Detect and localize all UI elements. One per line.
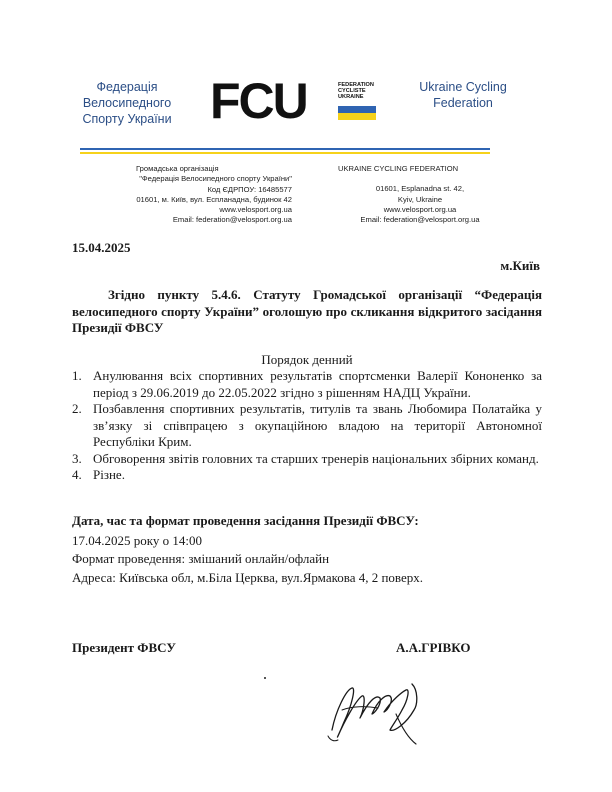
logo-caption-line: UKRAINE [338, 94, 364, 101]
fcu-logo-caption [338, 82, 374, 101]
agenda-title: Порядок денний [261, 352, 353, 367]
agenda-item-number: 1. [72, 368, 82, 383]
federation-name-en-line: Ukraine Cycling [419, 80, 507, 94]
address-line: www.velosport.org.ua [219, 205, 292, 215]
address-line: Email: federation@velosport.org.ua [172, 215, 292, 225]
agenda-item [72, 467, 542, 484]
agenda-item [72, 401, 542, 451]
document-date: 15.04.2025 [72, 240, 131, 255]
meeting-format: Формат проведення: змішаний онлайн/офлайн [72, 551, 330, 566]
address-line: Громадська організація [136, 164, 219, 173]
handwritten-signature [322, 670, 432, 750]
agenda-item-text: Обговорення звітів головних та старших тренерів національних збірних команд. [93, 450, 539, 466]
federation-name-ua [72, 79, 182, 127]
signature-title: Президент ФВСУ [72, 640, 176, 655]
address-block-ua [92, 164, 292, 226]
logo-caption-line: CYCLISTE [338, 88, 366, 95]
header-band-yellow [80, 152, 490, 154]
logo-caption-line: FEDERATION [338, 82, 374, 88]
signature-name: А.А.ГРІВКО [396, 640, 471, 655]
flag-yellow-stripe [338, 113, 376, 120]
stray-mark [264, 677, 266, 679]
agenda-list [72, 368, 542, 484]
address-line: 01601, м. Київ, вул. Еспланадна, будинок 42 [136, 194, 292, 204]
address-line: Email: federation@velosport.org.ua [360, 215, 480, 225]
agenda-item-text: Анулювання всіх спортивних результатів спортсменки Валерії Кононенко за період з 29.06.2019 до 22.05.2022 згідно з рішенням НАДЦ України. [93, 368, 542, 400]
header-band-blue [80, 148, 490, 150]
meeting-address: Адреса: Київська обл, м.Біла Церква, вул.Ярмакова 4, 2 поверх. [72, 569, 424, 585]
address-block-en [330, 164, 510, 225]
intro-paragraph: Згідно пункту 5.4.6. Статуту Громадської організації “Федерація велосипедного спорту України” оголошую про скликання відкритого засідання Президії ФВСУ [72, 287, 542, 335]
address-line: UKRAINE CYCLING FEDERATION [338, 164, 459, 173]
fcu-logo-text: FCU [210, 73, 307, 129]
address-line: "Федерація Велосипедного спорту України" [139, 174, 292, 184]
document-city: м.Київ [500, 258, 540, 273]
federation-name-en-line: Federation [433, 96, 493, 110]
agenda-item-number: 3. [72, 450, 82, 466]
fcu-logo [210, 74, 410, 130]
federation-name-ua-line: Велосипедного [82, 96, 172, 110]
agenda-item-text: Різне. [93, 467, 125, 482]
federation-name-en [408, 79, 518, 111]
meeting-details [72, 513, 552, 586]
agenda-item-number: 2. [72, 401, 82, 416]
agenda-item-number: 4. [72, 467, 82, 482]
meeting-datetime: 17.04.2025 року о 14:00 [72, 532, 202, 548]
agenda-item [72, 368, 542, 401]
meeting-heading: Дата, час та формат проведення засідання Президії ФВСУ: [72, 513, 419, 528]
agenda-item-text: Позбавлення спортивних результатів, титулів та звань Любомира Полатайка у зв’язку зі співпрацею з окупаційною владою на території Автономної Республіки Крим. [93, 401, 542, 449]
flag-blue-stripe [338, 106, 376, 113]
address-line: www.velosport.org.ua [383, 204, 457, 214]
federation-name-ua-line: Федерація [96, 80, 158, 94]
agenda-item [72, 451, 542, 468]
address-line: Код ЄДРПОУ: 16485577 [207, 184, 292, 194]
address-line: Kyiv, Ukraine [397, 194, 443, 204]
address-line [330, 174, 510, 184]
address-line: 01601, Esplanadna st. 42, [375, 184, 465, 194]
federation-name-ua-line: Спорту України [82, 112, 172, 126]
